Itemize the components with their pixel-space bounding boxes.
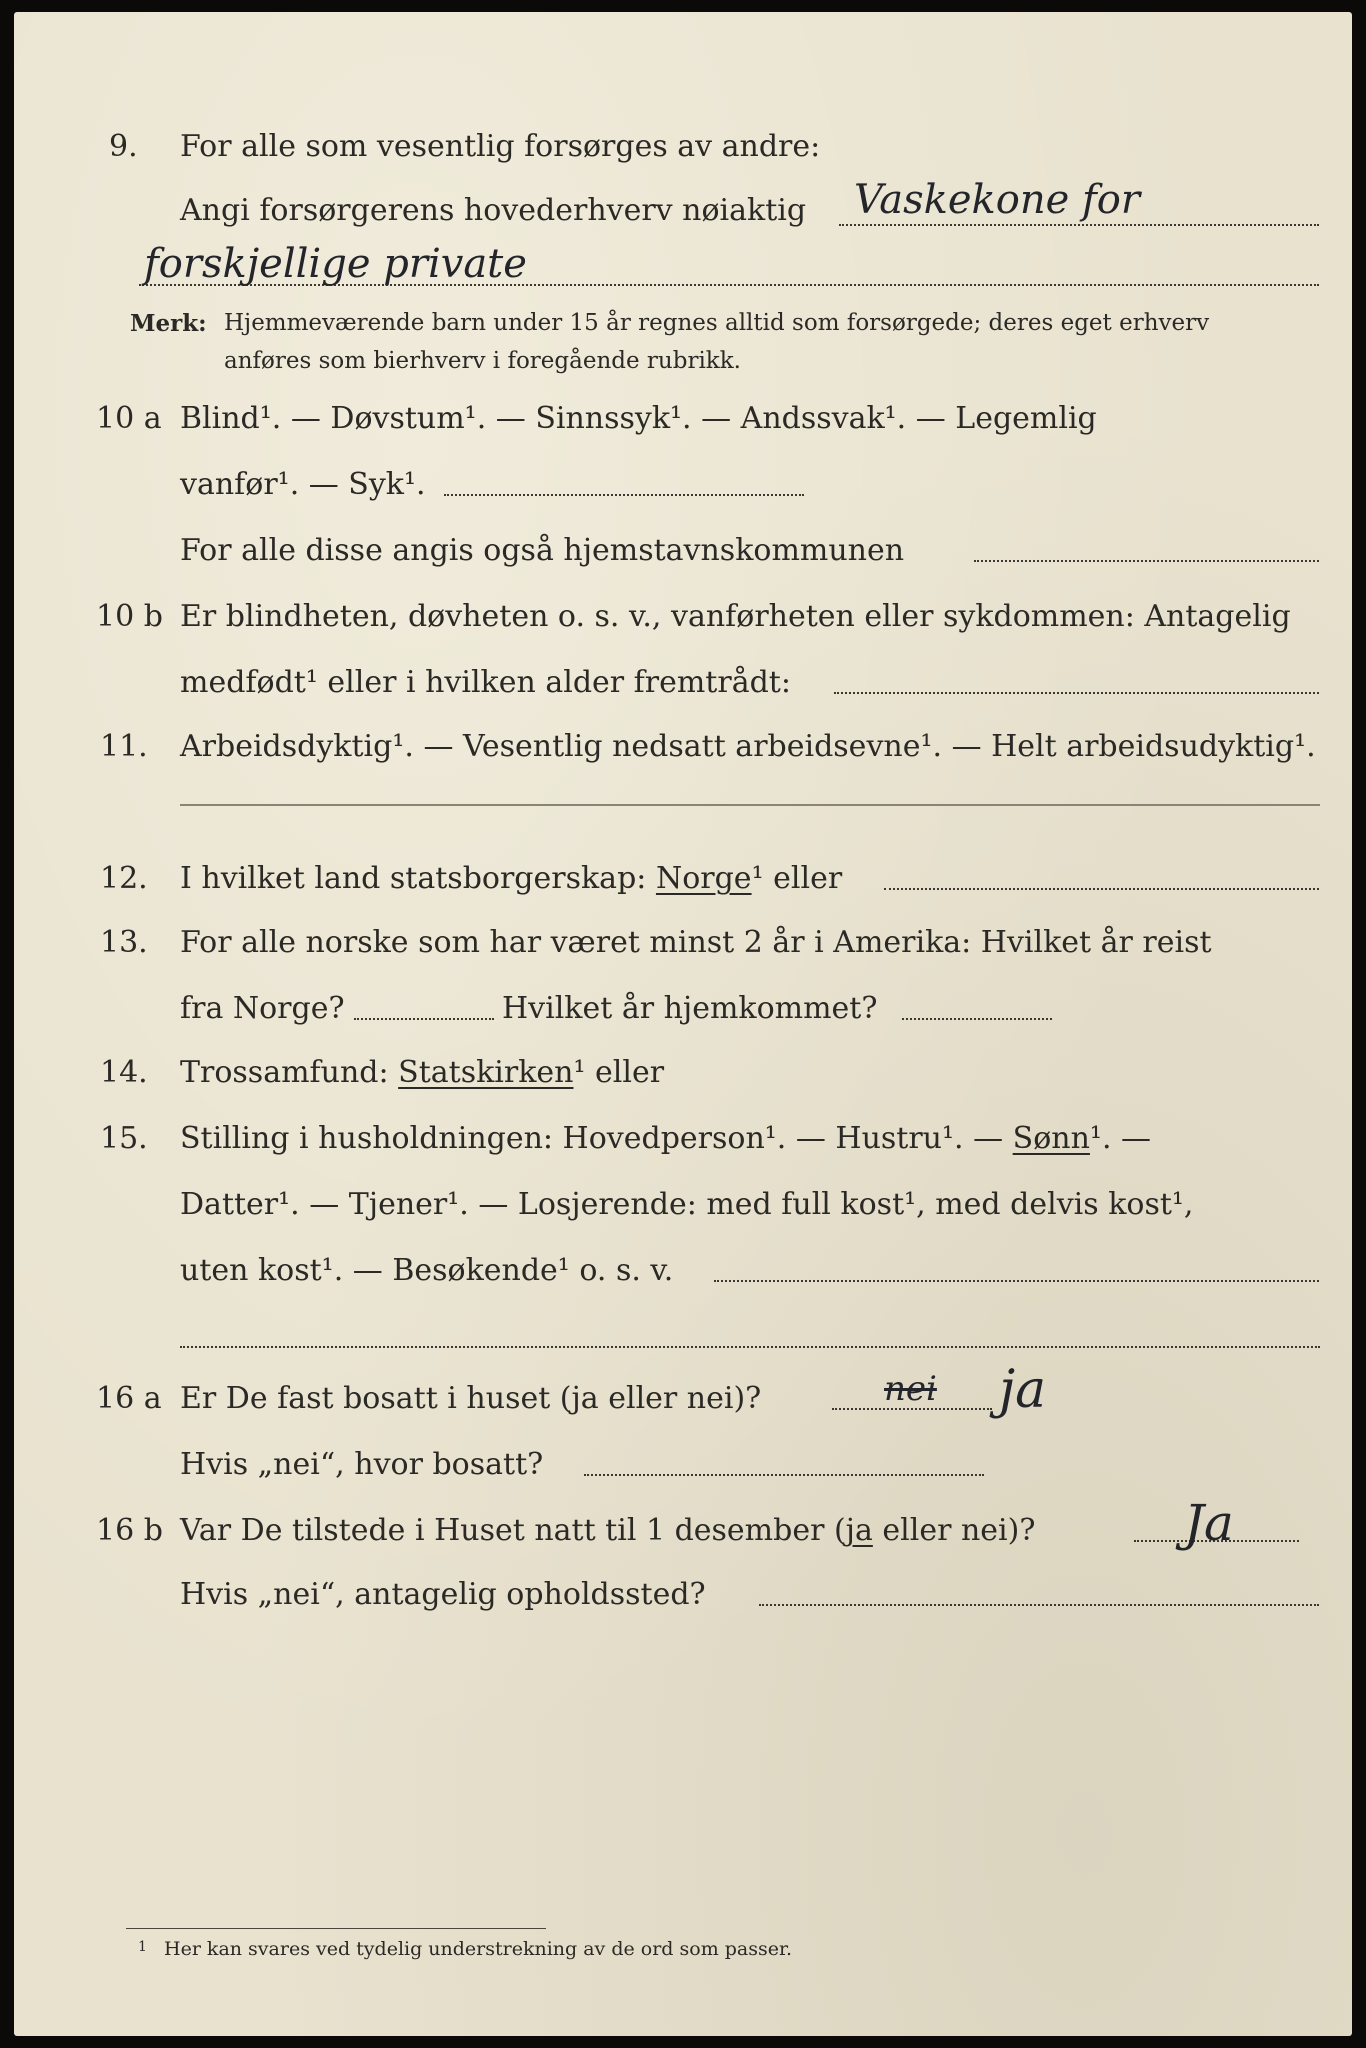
q16a-handwritten-answer: ja [999, 1360, 1047, 1420]
q10a-line2: vanfør¹. — Syk¹. [180, 467, 426, 502]
q9-number: 9. [109, 129, 138, 164]
q16a-bosatt-line [584, 1474, 984, 1476]
q9-answer-line1 [839, 224, 1319, 226]
merk-label: Merk: [130, 310, 207, 337]
q16b-line1-prefix: Var De tilstede i Huset natt til 1 desember ( [180, 1513, 846, 1548]
q15-line3: uten kost¹. — Besøkende¹ o. s. v. [180, 1253, 674, 1288]
q10b-line2: medfødt¹ eller i hvilken alder fremtrådt: [180, 665, 791, 700]
q11-answer-line [180, 804, 1320, 806]
footnote-separator [126, 1928, 546, 1929]
q10b-line1: Er blindheten, døvheten o. s. v., vanførheten eller sykdommen: Antagelig [180, 599, 1291, 634]
q15-answer-line1 [714, 1280, 1319, 1282]
q12-prefix: I hvilket land statsborgerskap: [180, 861, 647, 896]
q10a-line1: Blind¹. — Døvstum¹. — Sinnssyk¹. — Andssvak¹. — Legemlig [180, 401, 1097, 436]
q16a-line2: Hvis „nei“, hvor bosatt? [180, 1447, 544, 1482]
q15-line2: Datter¹. — Tjener¹. — Losjerende: med full kost¹, med delvis kost¹, [180, 1187, 1194, 1222]
q11-line1: Arbeidsdyktig¹. — Vesentlig nedsatt arbeidsevne¹. — Helt arbeidsudyktig¹. [180, 729, 1316, 764]
q10a-line3: For alle disse angis også hjemstavnskommunen [180, 533, 905, 568]
q12-underlined-norge: Norge [655, 861, 752, 896]
q9-line1: For alle som vesentlig forsørges av andre: [180, 129, 821, 164]
q16a-number: 16 a [96, 1381, 162, 1416]
q16b-number: 16 b [96, 1513, 163, 1548]
footnote-mark: 1 [138, 1939, 147, 1955]
merk-line2: anføres som bierhverv i foregående rubrikk. [224, 348, 741, 374]
q9-handwritten-answer-2: forskjellige private [144, 241, 527, 287]
q13-line2b: Hvilket år hjemkommet? [502, 991, 878, 1026]
q16a-line1: Er De fast bosatt i huset (ja eller nei)? [180, 1381, 762, 1416]
q15-line1-prefix: Stilling i husholdningen: Hovedperson¹. — Hustru¹. — [180, 1121, 1004, 1156]
q13-line1: For alle norske som har været minst 2 år i Amerika: Hvilket år reist [180, 925, 1212, 960]
q16a-struck-answer: nei [884, 1369, 937, 1409]
q12-number: 12. [100, 861, 148, 896]
q14-line [180, 1055, 665, 1090]
q11-number: 11. [100, 729, 148, 764]
q16b-line2: Hvis „nei“, antagelig opholdssted? [180, 1577, 706, 1612]
q12-suffix: ¹ eller [751, 861, 843, 896]
q13-number: 13. [100, 925, 148, 960]
q13-answer-hjemkommet [902, 1018, 1052, 1020]
merk-line1: Hjemmeværende barn under 15 år regnes alltid som forsørgede; deres eget erhverv [224, 310, 1210, 336]
q15-answer-line2 [180, 1346, 1320, 1348]
q16b-handwritten-answer: Ja [1184, 1494, 1234, 1552]
q14-number: 14. [100, 1055, 148, 1090]
q12-answer-line [884, 888, 1319, 890]
q9-line2: Angi forsørgerens hovederhverv nøiaktig [180, 193, 807, 228]
q9-handwritten-answer-1: Vaskekone for [854, 177, 1140, 223]
q16b-underlined-ja: ja [845, 1513, 873, 1548]
q10a-number: 10 a [96, 401, 162, 436]
q12-line [180, 861, 843, 896]
q10a-answer-line2 [974, 560, 1319, 562]
q16b-line1 [180, 1513, 1036, 1548]
q13-line2a: fra Norge? [180, 991, 345, 1026]
q14-suffix: ¹ eller [573, 1055, 665, 1090]
q15-underlined-sonn: Sønn [1012, 1121, 1090, 1156]
q10b-number: 10 b [96, 599, 163, 634]
q13-answer-reist [354, 1018, 494, 1020]
q14-prefix: Trossamfund: [180, 1055, 389, 1090]
q16b-line1-suffix: eller nei)? [872, 1513, 1036, 1548]
q14-underlined-statskirken: Statskirken [398, 1055, 574, 1090]
q15-line1 [180, 1121, 1152, 1156]
q10b-answer-line [834, 692, 1319, 694]
footnote-text: Her kan svares ved tydelig understrekning av de ord som passer. [164, 1938, 793, 1960]
q10a-answer-line1 [444, 494, 804, 496]
census-form-page [14, 12, 1352, 2036]
q15-line1-suffix: ¹. — [1089, 1121, 1152, 1156]
q15-number: 15. [100, 1121, 148, 1156]
q16b-opholdssted-line [759, 1604, 1319, 1606]
